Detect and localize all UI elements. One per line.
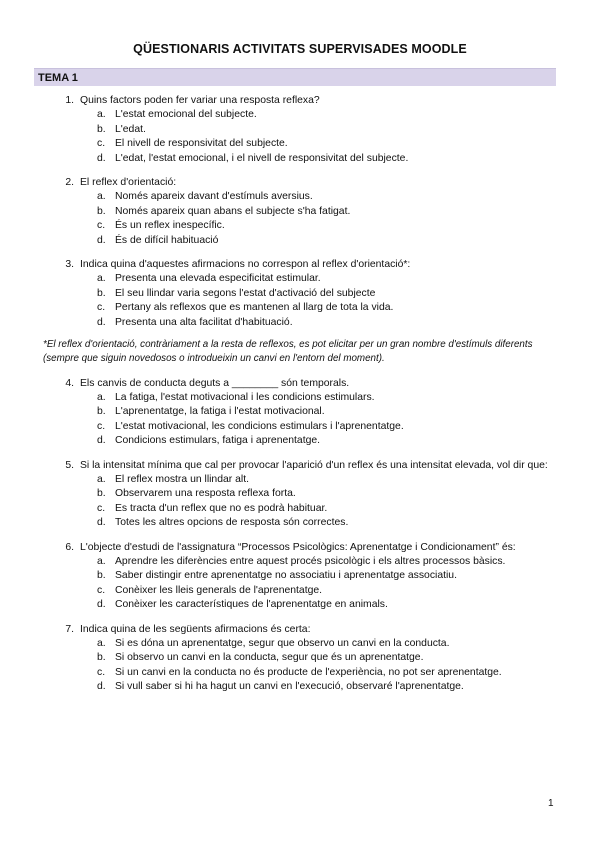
question-1: [0, 94, 600, 166]
answer-option: [0, 234, 600, 248]
option-letter: a.: [97, 555, 106, 567]
question-2: [0, 176, 600, 248]
question-text: L'objecte d'estudi de l'assignatura “Processos Psicològics: Aprenentatge i Condicionament” és:: [80, 541, 516, 553]
option-letter: b.: [97, 406, 106, 418]
question-text: Els canvis de conducta deguts a ________ són temporals.: [80, 377, 350, 389]
option-text: L'edat, l'estat emocional, i el nivell de responsivitat del subjecte.: [115, 152, 409, 164]
answer-option: [0, 272, 600, 286]
answer-options: [0, 108, 600, 166]
option-letter: c.: [97, 420, 106, 432]
question-text: Si la intensitat mínima que cal per provocar l'aparició d'un reflex és una intensitat elevada, vol dir que:: [80, 459, 548, 471]
option-text: Totes les altres opcions de resposta són correctes.: [115, 517, 349, 529]
option-text: Si es dóna un aprenentatge, segur que observo un canvi en la conducta.: [115, 638, 450, 649]
answer-option: [0, 152, 600, 166]
option-letter: d.: [97, 152, 106, 164]
answer-option: [0, 637, 600, 651]
option-letter: b.: [97, 488, 106, 500]
answer-option: [0, 487, 600, 501]
option-letter: d.: [97, 517, 106, 529]
option-letter: a.: [97, 109, 106, 121]
question-6: [0, 541, 600, 613]
option-letter: a.: [97, 273, 106, 285]
option-text: És un reflex inespecífic.: [115, 220, 225, 232]
question-number: 6.: [65, 541, 74, 553]
question-text: Indica quina de les següents afirmacions és certa:: [80, 623, 311, 635]
answer-option: [0, 516, 600, 530]
question-text: El reflex d'orientació:: [80, 177, 177, 189]
answer-option: [0, 473, 600, 487]
option-text: Presenta una elevada especificitat estimular.: [115, 273, 321, 285]
option-text: L'estat emocional del subjecte.: [115, 109, 257, 121]
answer-option: [0, 205, 600, 219]
option-text: Si observo un canvi en la conducta, segur que és un aprenentatge.: [115, 652, 424, 664]
answer-option: [0, 434, 600, 448]
option-letter: d.: [97, 435, 106, 447]
option-text: El nivell de responsivitat del subjecte.: [115, 138, 288, 150]
option-text: Presenta una alta facilitat d'habituació.: [115, 316, 293, 328]
question-number: 7.: [65, 623, 74, 635]
answer-option: [0, 137, 600, 151]
option-letter: b.: [97, 205, 106, 217]
option-letter: b.: [97, 287, 106, 299]
option-letter: b.: [97, 570, 106, 582]
option-text: El seu llindar varia segons l'estat d'activació del subjecte: [115, 287, 376, 299]
question-3: [0, 258, 600, 330]
option-text: Només apareix davant d'estímuls aversius.: [115, 191, 313, 203]
footnote: *El reflex d'orientació, contràriament a la resta de reflexos, es pot elicitar per un gran nombre d'estímuls diferents (sempre que siguin novedosos o introdueixin un canvi en l'entorn del moment).: [43, 339, 533, 365]
answer-option: [0, 555, 600, 569]
answer-option: [0, 287, 600, 301]
option-text: Observarem una resposta reflexa forta.: [115, 488, 296, 500]
option-text: És de difícil habituació: [115, 234, 219, 246]
answer-option: [0, 569, 600, 583]
option-letter: a.: [97, 191, 106, 203]
option-letter: d.: [97, 681, 106, 693]
section-header: TEMA 1: [34, 68, 556, 86]
option-letter: a.: [97, 638, 106, 649]
answer-option: [0, 651, 600, 665]
question-text: Quins factors poden fer variar una resposta reflexa?: [80, 95, 320, 106]
option-letter: b.: [97, 123, 106, 135]
answer-options: [0, 190, 600, 248]
option-letter: a.: [97, 473, 106, 485]
option-text: Si vull saber si hi ha hagut un canvi en l'execució, observaré l'aprenentatge.: [115, 681, 464, 693]
answer-option: [0, 219, 600, 233]
answer-option: [0, 123, 600, 137]
option-text: Es tracta d'un reflex que no es podrà habituar.: [115, 502, 328, 514]
option-letter: c.: [97, 666, 106, 678]
option-text: Conèixer les característiques de l'aprenentatge en animals.: [115, 599, 388, 611]
answer-option: [0, 584, 600, 598]
question-number: 5.: [65, 459, 74, 471]
option-letter: c.: [97, 138, 106, 150]
answer-option: [0, 598, 600, 612]
option-text: Saber distingir entre aprenentatge no associatiu i aprenentatge associatiu.: [115, 570, 457, 582]
option-text: Si un canvi en la conducta no és producte de l'experiència, no pot ser aprenentatge.: [115, 666, 502, 678]
answer-option: [0, 420, 600, 434]
answer-option: [0, 301, 600, 315]
question-4: [0, 377, 600, 449]
question-5: [0, 459, 600, 531]
answer-option: [0, 391, 600, 405]
option-letter: c.: [97, 220, 106, 232]
question-number: 4.: [65, 377, 74, 389]
question-number: 1.: [65, 95, 74, 106]
answer-option: [0, 316, 600, 330]
option-letter: c.: [97, 584, 106, 596]
option-text: Conèixer les lleis generals de l'aprenentatge.: [115, 584, 323, 596]
option-text: Condicions estimulars, fatiga i aprenentatge.: [115, 435, 321, 447]
answer-options: [0, 473, 600, 531]
option-letter: b.: [97, 652, 106, 664]
answer-options: [0, 272, 600, 330]
option-text: L'estat motivacional, les condicions estimulars i l'aprenentatge.: [115, 420, 404, 432]
page-title: QÜESTIONARIS ACTIVITATS SUPERVISADES MOODLE: [133, 42, 467, 56]
answer-option: [0, 666, 600, 680]
question-number: 2.: [65, 177, 74, 189]
question-number: 3.: [65, 259, 74, 271]
option-text: Pertany als reflexos que es mantenen al llarg de tota la vida.: [115, 302, 394, 314]
option-letter: a.: [97, 391, 106, 403]
answer-option: [0, 502, 600, 516]
question-7: [0, 623, 600, 695]
answer-options: [0, 391, 600, 449]
answer-option: [0, 108, 600, 122]
question-list: [0, 94, 600, 705]
option-text: El reflex mostra un llindar alt.: [115, 473, 249, 485]
answer-option: [0, 405, 600, 419]
answer-options: [0, 637, 600, 695]
option-text: L'edat.: [115, 123, 146, 135]
option-text: L'aprenentatge, la fatiga i l'estat motivacional.: [115, 406, 325, 418]
option-letter: c.: [97, 502, 106, 514]
page-number: 1: [548, 798, 554, 809]
option-letter: d.: [97, 599, 106, 611]
option-text: Només apareix quan abans el subjecte s'ha fatigat.: [115, 205, 351, 217]
option-text: La fatiga, l'estat motivacional i les condicions estimulars.: [115, 391, 375, 403]
option-text: Aprendre les diferències entre aquest procés psicològic i els altres processos bàsics.: [115, 555, 506, 567]
question-text: Indica quina d'aquestes afirmacions no correspon al reflex d'orientació*:: [80, 259, 411, 271]
answer-option: [0, 190, 600, 204]
option-letter: c.: [97, 302, 106, 314]
option-letter: d.: [97, 234, 106, 246]
answer-option: [0, 680, 600, 694]
answer-options: [0, 555, 600, 613]
option-letter: d.: [97, 316, 106, 328]
